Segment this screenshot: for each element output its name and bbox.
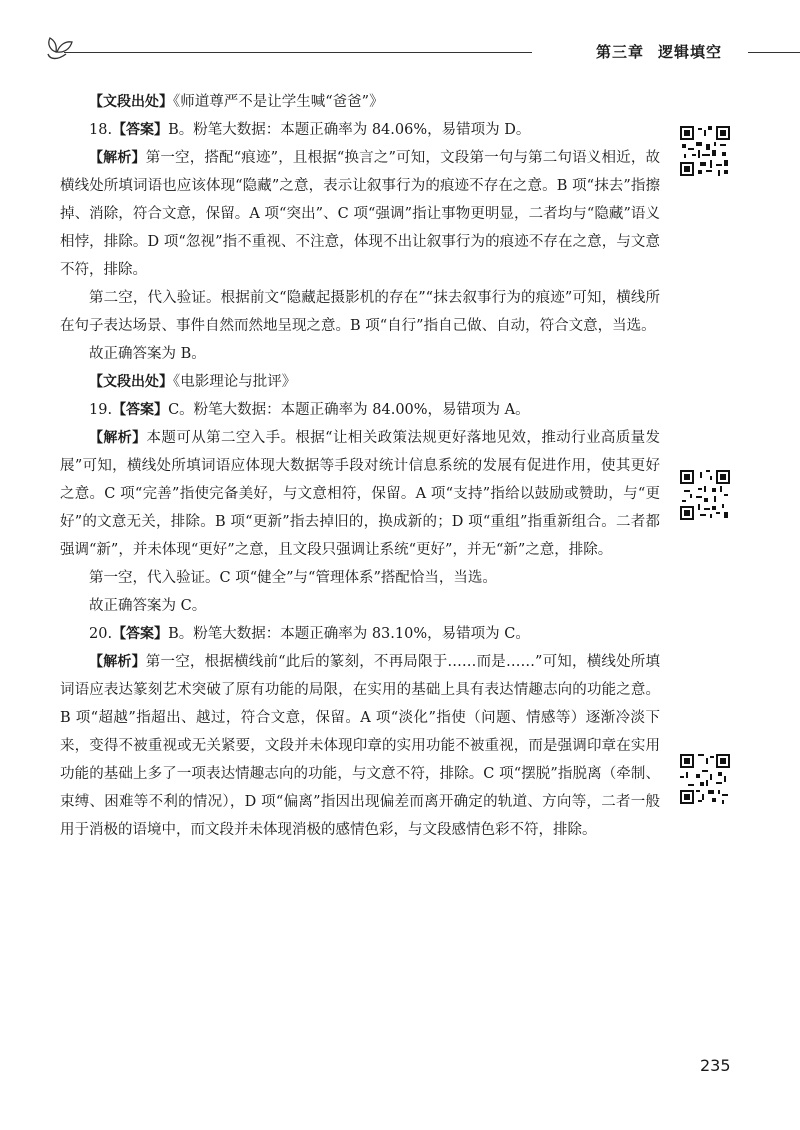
chapter-number: 第三章 (595, 43, 644, 61)
running-header (44, 32, 764, 62)
answer-18 (60, 116, 660, 144)
question-number: 20. (89, 626, 113, 642)
page-body (60, 88, 660, 844)
analysis-20 (60, 648, 660, 844)
chapter-title: 逻辑填空 (657, 43, 722, 61)
analysis-tag: 【解析】 (89, 654, 146, 670)
analysis-tag: 【解析】 (89, 150, 146, 166)
analysis-text: 本题可从第二空入手。根据“让相关政策法规更好落地见效，推动行业高质量发展”可知，横线处所填词语应体现大数据等手段对统计信息系统的发展有促进作用，使其更好之意。C 项“完善”指使完备美好，与文意相符，保留。A 项“支持”指给以鼓励或赞助，与“更好”的文意无关，排除。B 项“更新”指去掉旧的，换成新的；D 项“重组”指重新组合。二者都强调“新”，并未体现“更好”之意，且文段只强调让系统“更好”，并无“新”之意，排除。 (60, 430, 661, 558)
answer-19 (60, 396, 660, 424)
chapter-heading (596, 41, 722, 62)
conclusion-19: 故正确答案为 C。 (89, 598, 207, 614)
source-text: 《电影理论与批评》 (173, 374, 297, 390)
analysis-text: 第一空，根据横线前“此后的篆刻，不再局限于……而是……”可知，横线处所填词语应表达篆刻艺术突破了原有功能的局限，在实用的基础上具有表达情趣志向的功能之意。B 项“超越”指超出、越过，符合文意，保留。A 项“淡化”指使（问题、情感等）逐渐冷淡下来，变得不被重视或无关紧要，文段并未体现印章的实用功能不被重视，而是强调印章在实用功能的基础上多了一项表达情趣志向的功能，与文意不符，排除。C 项“摆脱”指脱离（牵制、束缚、困难等不利的情况），D 项“偏离”指因出现偏差而离开确定的轨道、方向等，二者一般用于消极的语境中，而文段并未体现消极的感情色彩，与文段感情色彩不符，排除。 (60, 654, 660, 838)
answer-text: B。粉笔大数据：本题正确率为 84.06%，易错项为 D。 (168, 122, 531, 138)
source-tag: 【文段出处】 (89, 94, 173, 110)
analysis-text: 第一空，搭配“痕迹”，且根据“换言之”可知，文段第一句与第二句语义相近，故横线处所填词语也应该体现“隐藏”之意，表示让叙事行为的痕迹不存在之意。B 项“抹去”指擦掉、消除，符合文意，保留。A 项“突出”、C 项“强调”指让事物更明显，二者均与“隐藏”语义相悖，排除。D 项“忽视”指不重视、不注意，体现不出让叙事行为的痕迹不存在之意，与文意不符，排除。 (60, 150, 660, 278)
question-number: 18. (89, 122, 113, 138)
answer-tag: 【答案】 (112, 626, 169, 642)
question-number: 19. (89, 402, 113, 418)
analysis-19 (60, 424, 660, 564)
answer-20 (60, 620, 660, 648)
page-number: 235 (700, 1056, 731, 1075)
qr-code-icon[interactable] (680, 470, 730, 520)
source-line-2 (60, 368, 660, 396)
source-line-1 (60, 88, 660, 116)
qr-code-icon[interactable] (680, 754, 730, 804)
header-rule-right (748, 52, 800, 53)
source-tag: 【文段出处】 (89, 374, 173, 390)
sprout-icon (44, 32, 78, 62)
analysis-19-blank-1: 第一空，代入验证。C 项“健全”与“管理体系”搭配恰当，当选。 (89, 570, 497, 586)
conclusion-18: 故正确答案为 B。 (89, 346, 206, 362)
analysis-18 (60, 144, 660, 284)
qr-code-icon[interactable] (680, 126, 730, 176)
answer-tag: 【答案】 (112, 402, 169, 418)
analysis-18-blank-2: 第二空，代入验证。根据前文“隐藏起摄影机的存在”“抹去叙事行为的痕迹”可知，横线所在句子表达场景、事件自然而然地呈现之意。B 项“自行”指自己做、自动，符合文意，当选。 (60, 290, 660, 334)
answer-text: C。粉笔大数据：本题正确率为 84.00%，易错项为 A。 (168, 402, 530, 418)
source-text: 《师道尊严不是让学生喊“爸爸”》 (173, 94, 384, 110)
answer-text: B。粉笔大数据：本题正确率为 83.10%，易错项为 C。 (168, 626, 530, 642)
analysis-tag: 【解析】 (89, 430, 147, 446)
answer-tag: 【答案】 (112, 122, 169, 138)
header-rule-left (64, 52, 532, 53)
